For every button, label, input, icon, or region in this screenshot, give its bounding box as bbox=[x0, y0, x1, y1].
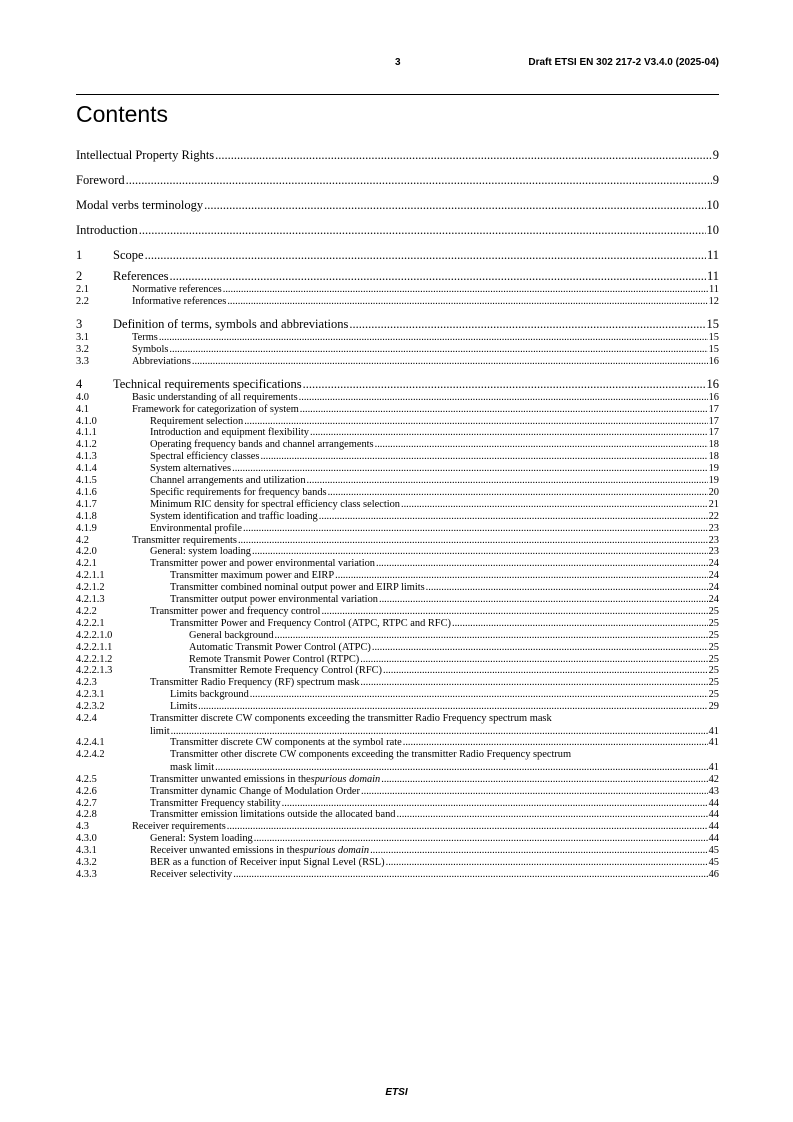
toc-entry[interactable] bbox=[76, 439, 719, 451]
toc-number: 4.2.2 bbox=[76, 605, 97, 617]
toc-title: Introduction bbox=[76, 223, 138, 237]
toc-title: Transmitter combined nominal output power and EIRP limits bbox=[170, 582, 425, 594]
toc-page-number: 25 bbox=[708, 677, 719, 689]
toc-title: Transmitter other discrete CW components exceeding the transmitter Radio Frequency spectrum bbox=[170, 749, 572, 761]
toc-title: Transmitter output power environmental variation bbox=[170, 594, 378, 605]
toc-page-number: 15 bbox=[706, 316, 719, 331]
toc-entry[interactable] bbox=[76, 821, 719, 833]
toc-number: 4.2.0 bbox=[76, 546, 97, 558]
toc-entry[interactable] bbox=[76, 317, 719, 332]
toc-page-number: 41 bbox=[708, 761, 719, 773]
toc-leader bbox=[300, 404, 708, 416]
toc-number: 4.2.8 bbox=[76, 809, 97, 821]
toc-leader bbox=[386, 857, 708, 869]
toc-leader bbox=[310, 427, 708, 439]
toc-entry[interactable] bbox=[76, 487, 719, 499]
toc-page-number: 9 bbox=[712, 148, 719, 162]
toc-number: 4.2.1.3 bbox=[76, 594, 105, 605]
toc-entry[interactable] bbox=[76, 269, 719, 284]
toc-page-number: 21 bbox=[708, 498, 719, 510]
toc-title: System alternatives bbox=[150, 463, 232, 475]
toc-title: Transmitter discrete CW components exceeding the transmitter Radio Frequency spectrum mask bbox=[150, 713, 552, 724]
toc-leader bbox=[139, 223, 706, 238]
toc-title: Transmitter Frequency stability bbox=[150, 797, 281, 809]
toc-title: Specific requirements for frequency bands bbox=[150, 486, 327, 498]
toc-leader bbox=[232, 463, 708, 475]
toc-page-number: 25 bbox=[708, 605, 719, 617]
toc-title: Transmitter unwanted emissions in the bbox=[150, 773, 311, 785]
toc-page-number: 16 bbox=[706, 376, 719, 391]
toc-page-number: 23 bbox=[708, 534, 719, 546]
toc-entry[interactable] bbox=[76, 475, 719, 487]
toc-entry[interactable] bbox=[76, 798, 719, 810]
toc-leader bbox=[376, 558, 708, 570]
toc-page-number: 44 bbox=[708, 797, 719, 809]
toc-number: 4.1.6 bbox=[76, 486, 97, 498]
toc-title-emphasis: spurious domain bbox=[310, 773, 381, 785]
toc-number: 4.1.1 bbox=[76, 427, 97, 439]
toc-entry[interactable] bbox=[76, 677, 719, 689]
toc-title: Receiver requirements bbox=[132, 821, 226, 833]
toc-entry[interactable] bbox=[76, 869, 719, 881]
toc-entry[interactable] bbox=[76, 726, 719, 738]
toc-entry[interactable] bbox=[76, 762, 719, 774]
toc-entry[interactable] bbox=[76, 701, 719, 713]
toc-entry[interactable] bbox=[76, 332, 719, 344]
toc-entry[interactable] bbox=[76, 535, 719, 547]
toc-number: 4.2.6 bbox=[76, 785, 97, 797]
toc-entry[interactable] bbox=[76, 523, 719, 535]
toc-leader bbox=[215, 762, 707, 774]
toc-entry[interactable] bbox=[76, 392, 719, 404]
toc-number: 4.1.4 bbox=[76, 463, 97, 475]
toc-page-number: 11 bbox=[708, 284, 719, 295]
toc-number: 4.2.3.1 bbox=[76, 689, 105, 701]
toc-page-number: 45 bbox=[708, 857, 719, 868]
toc-entry[interactable] bbox=[76, 642, 719, 654]
toc-entry[interactable] bbox=[76, 377, 719, 392]
toc-number: 4.2.2.1.2 bbox=[76, 653, 113, 665]
toc-leader bbox=[452, 618, 708, 630]
toc-leader bbox=[244, 416, 707, 428]
toc-leader bbox=[204, 198, 705, 213]
toc-page-number: 22 bbox=[708, 510, 719, 522]
toc-title: General background bbox=[189, 629, 274, 641]
toc-leader bbox=[335, 570, 707, 582]
toc-number: 4.2.3 bbox=[76, 677, 97, 689]
toc-title: Technical requirements specifications bbox=[113, 376, 302, 391]
toc-title: Environmental profile bbox=[150, 522, 243, 534]
toc-entry[interactable] bbox=[76, 511, 719, 523]
toc-number: 2.2 bbox=[76, 295, 89, 307]
toc-title: Scope bbox=[113, 248, 144, 262]
toc-leader bbox=[223, 284, 708, 296]
toc-entry[interactable] bbox=[76, 786, 719, 798]
toc-page-number: 24 bbox=[708, 582, 719, 594]
toc-title-continued: limit bbox=[150, 725, 170, 737]
toc-leader bbox=[198, 701, 707, 713]
toc-number: 4.3.0 bbox=[76, 833, 97, 845]
toc-page-number: 18 bbox=[708, 439, 719, 451]
toc-title: Definition of terms, symbols and abbreviations bbox=[113, 316, 349, 331]
toc-entry[interactable] bbox=[76, 223, 719, 238]
toc-number: 4.2.2.1 bbox=[76, 617, 105, 629]
toc-entry[interactable] bbox=[76, 845, 719, 857]
toc-leader bbox=[254, 833, 708, 845]
toc-title: References bbox=[113, 269, 169, 283]
toc-leader bbox=[379, 594, 708, 606]
toc-number: 3 bbox=[76, 316, 83, 331]
toc-title: Requirement selection bbox=[150, 415, 244, 427]
toc-page-number: 23 bbox=[708, 546, 719, 558]
toc-title: Minimum RIC density for spectral efficiency class selection bbox=[150, 498, 400, 510]
toc-leader bbox=[307, 475, 708, 487]
toc-entry[interactable] bbox=[76, 148, 719, 163]
toc-number: 3.3 bbox=[76, 355, 89, 367]
toc-number: 4.2.4 bbox=[76, 713, 97, 724]
toc-page-number: 15 bbox=[708, 343, 719, 355]
toc-entry[interactable] bbox=[76, 833, 719, 845]
toc-number: 3.2 bbox=[76, 343, 89, 355]
toc-page-number: 17 bbox=[708, 403, 719, 415]
toc-page-number: 29 bbox=[708, 701, 719, 713]
toc-number: 4.2.7 bbox=[76, 797, 97, 809]
toc-number: 2.1 bbox=[76, 284, 89, 295]
toc-leader bbox=[383, 665, 708, 677]
toc-leader bbox=[170, 269, 706, 284]
toc-leader bbox=[360, 654, 707, 666]
toc-title: Remote Transmit Power Control (RTPC) bbox=[189, 653, 360, 665]
toc-leader bbox=[126, 173, 712, 188]
toc-title: Transmitter Power and Frequency Control (ATPC, RTPC and RFC) bbox=[170, 617, 451, 629]
toc-page-number: 15 bbox=[708, 331, 719, 343]
toc-page-number: 45 bbox=[708, 845, 719, 857]
toc-leader bbox=[403, 737, 708, 749]
toc-page-number: 16 bbox=[708, 355, 719, 367]
toc-number: 4.2.4.2 bbox=[76, 749, 105, 761]
toc-leader bbox=[238, 535, 708, 547]
toc-leader bbox=[243, 523, 708, 535]
toc-title: Limits background bbox=[170, 689, 249, 701]
toc-leader bbox=[252, 546, 708, 558]
toc-leader bbox=[319, 511, 708, 523]
toc-title: Transmitter emission limitations outside the allocated band bbox=[150, 809, 396, 821]
toc-number: 4.2 bbox=[76, 534, 89, 546]
toc-page-number: 12 bbox=[708, 295, 719, 307]
toc-page-number: 43 bbox=[708, 785, 719, 797]
toc-title: Channel arrangements and utilization bbox=[150, 475, 306, 486]
toc-leader bbox=[192, 356, 708, 368]
toc-page-number: 10 bbox=[706, 198, 719, 212]
toc-page-number: 25 bbox=[708, 617, 719, 629]
toc-entry[interactable] bbox=[76, 570, 719, 582]
toc-title: Spectral efficiency classes bbox=[150, 451, 260, 463]
toc-page-number: 25 bbox=[708, 629, 719, 641]
toc-title: General: system loading bbox=[150, 546, 251, 558]
toc-entry[interactable] bbox=[76, 404, 719, 416]
toc-entry[interactable] bbox=[76, 173, 719, 188]
toc-title: Transmitter power and frequency control bbox=[150, 605, 321, 617]
toc-entry[interactable] bbox=[76, 558, 719, 570]
toc-entry[interactable] bbox=[76, 737, 719, 749]
toc-entry[interactable] bbox=[76, 463, 719, 475]
toc-leader bbox=[233, 869, 707, 881]
toc-page-number: 25 bbox=[708, 653, 719, 665]
toc-leader bbox=[328, 487, 708, 499]
toc-number: 4.3.3 bbox=[76, 868, 97, 880]
toc-page-number: 24 bbox=[708, 594, 719, 605]
toc-number: 4.1.7 bbox=[76, 498, 97, 510]
toc-number: 4 bbox=[76, 376, 83, 391]
toc-entry[interactable] bbox=[76, 809, 719, 821]
toc-number: 4.1.5 bbox=[76, 475, 97, 486]
toc-number: 1 bbox=[76, 248, 83, 262]
toc-page-number: 16 bbox=[708, 391, 719, 403]
toc-title: Transmitter Remote Frequency Control (RFC) bbox=[189, 665, 382, 677]
toc-number: 4.1.0 bbox=[76, 415, 97, 427]
toc-title: Normative references bbox=[132, 284, 222, 295]
toc-leader bbox=[372, 642, 708, 654]
toc-entry[interactable] bbox=[76, 857, 719, 869]
toc-title: Receiver unwanted emissions in the bbox=[150, 845, 300, 857]
toc-page-number: 24 bbox=[708, 570, 719, 582]
toc-title: Automatic Transmit Power Control (ATPC) bbox=[189, 641, 371, 653]
toc-number: 4.0 bbox=[76, 391, 89, 403]
toc-page-number: 20 bbox=[708, 486, 719, 498]
toc-leader bbox=[397, 809, 708, 821]
toc-entry[interactable] bbox=[76, 594, 719, 606]
toc-number: 4.2.1.1 bbox=[76, 570, 105, 582]
toc-number: 4.1.2 bbox=[76, 439, 97, 451]
toc-leader bbox=[169, 344, 707, 356]
toc-page-number: 17 bbox=[708, 415, 719, 427]
toc-leader bbox=[361, 786, 708, 798]
toc-title: Intellectual Property Rights bbox=[76, 148, 215, 162]
toc-entry[interactable] bbox=[76, 630, 719, 642]
toc-number: 4.1.3 bbox=[76, 451, 97, 463]
toc-page-number: 46 bbox=[708, 868, 719, 880]
toc-leader bbox=[159, 332, 708, 344]
toc-leader bbox=[227, 821, 708, 833]
toc-page-number: 17 bbox=[708, 427, 719, 439]
toc-title-emphasis: spurious domain bbox=[299, 845, 370, 857]
toc-page-number: 23 bbox=[708, 522, 719, 534]
toc-number: 4.2.5 bbox=[76, 773, 97, 785]
toc-entry[interactable] bbox=[76, 248, 719, 263]
toc-entry[interactable] bbox=[76, 344, 719, 356]
toc-page-number: 11 bbox=[706, 248, 719, 262]
toc-page-number: 44 bbox=[708, 833, 719, 845]
toc-title: Foreword bbox=[76, 173, 125, 187]
toc-page-number: 19 bbox=[708, 475, 719, 486]
toc-leader bbox=[227, 296, 707, 308]
toc-title: BER as a function of Receiver input Signal Level (RSL) bbox=[150, 857, 385, 868]
toc-title: Limits bbox=[170, 701, 198, 713]
toc-number: 4.1.9 bbox=[76, 522, 97, 534]
toc-number: 4.2.1.2 bbox=[76, 582, 105, 594]
toc-number: 4.2.3.2 bbox=[76, 701, 105, 713]
toc-title: Modal verbs terminology bbox=[76, 198, 204, 212]
page-title: Contents bbox=[76, 101, 169, 127]
toc-title: Transmitter requirements bbox=[132, 534, 237, 546]
toc-entry[interactable] bbox=[76, 198, 719, 213]
toc-entry[interactable] bbox=[76, 665, 719, 677]
toc-page-number: 44 bbox=[708, 809, 719, 821]
toc-entry[interactable] bbox=[76, 689, 719, 701]
toc-title: General: System loading bbox=[150, 833, 253, 845]
toc-page-number: 11 bbox=[706, 269, 719, 283]
toc-title: Terms bbox=[132, 331, 158, 343]
toc-leader bbox=[145, 248, 706, 263]
page-number: 3 bbox=[395, 57, 401, 68]
toc-entry[interactable] bbox=[76, 499, 719, 511]
toc-title: Basic understanding of all requirements bbox=[132, 391, 298, 403]
toc-leader bbox=[282, 798, 708, 810]
toc-number: 3.1 bbox=[76, 331, 89, 343]
toc-page-number: 9 bbox=[712, 173, 719, 187]
toc-page-number: 25 bbox=[708, 665, 719, 677]
toc-entry[interactable] bbox=[76, 606, 719, 618]
toc-entry[interactable] bbox=[76, 582, 719, 594]
toc-leader bbox=[375, 439, 708, 451]
toc-leader bbox=[401, 499, 708, 511]
toc-number: 4.3.1 bbox=[76, 845, 97, 857]
toc-leader bbox=[381, 774, 707, 786]
toc-entry[interactable] bbox=[76, 296, 719, 308]
toc-entry[interactable] bbox=[76, 416, 719, 428]
toc-page-number: 25 bbox=[708, 641, 719, 653]
toc-entry[interactable] bbox=[76, 618, 719, 630]
toc-leader bbox=[299, 392, 708, 404]
toc-number: 4.1.8 bbox=[76, 510, 97, 522]
toc-leader bbox=[321, 606, 707, 618]
toc-page-number: 44 bbox=[708, 821, 719, 833]
toc-number: 4.2.2.1.3 bbox=[76, 665, 113, 677]
toc-title: Transmitter discrete CW components at the symbol rate bbox=[170, 737, 402, 749]
toc-entry[interactable] bbox=[76, 356, 719, 368]
toc-page-number: 41 bbox=[708, 725, 719, 737]
toc-entry[interactable] bbox=[76, 774, 719, 786]
toc-leader bbox=[349, 317, 705, 332]
toc-entry[interactable] bbox=[76, 546, 719, 558]
toc-entry[interactable] bbox=[76, 654, 719, 666]
toc-title: Informative references bbox=[132, 295, 227, 307]
toc-title: Transmitter dynamic Change of Modulation Order bbox=[150, 785, 360, 797]
toc-entry[interactable] bbox=[76, 427, 719, 439]
toc-leader bbox=[426, 582, 708, 594]
toc-title-continued: mask limit bbox=[170, 761, 215, 773]
toc-title: Transmitter power and power environmental variation bbox=[150, 558, 375, 570]
toc-title: Transmitter Radio Frequency (RF) spectrum mask bbox=[150, 677, 360, 689]
toc-page-number: 18 bbox=[708, 451, 719, 463]
toc-title: Introduction and equipment flexibility bbox=[150, 427, 310, 439]
toc-page-number: 42 bbox=[708, 773, 719, 785]
toc-leader bbox=[360, 677, 707, 689]
document-reference: Draft ETSI EN 302 217-2 V3.4.0 (2025-04) bbox=[528, 57, 719, 68]
toc-leader bbox=[370, 845, 708, 857]
toc-title: Transmitter maximum power and EIRP bbox=[170, 570, 335, 582]
toc-title: System identification and traffic loading bbox=[150, 510, 318, 522]
toc-number: 4.2.2.1.1 bbox=[76, 641, 113, 653]
toc-page-number: 24 bbox=[708, 558, 719, 570]
toc-entry[interactable] bbox=[76, 451, 719, 463]
toc-title: Abbreviations bbox=[132, 355, 191, 367]
toc-title: Receiver selectivity bbox=[150, 868, 233, 880]
toc-page-number: 10 bbox=[706, 223, 719, 237]
toc-title: Framework for categorization of system bbox=[132, 403, 299, 415]
toc-number: 4.2.2.1.0 bbox=[76, 629, 113, 641]
toc-number: 4.3 bbox=[76, 821, 89, 833]
toc-entry[interactable] bbox=[76, 284, 719, 296]
toc-number: 4.3.2 bbox=[76, 857, 97, 868]
toc-number: 4.1 bbox=[76, 403, 89, 415]
toc-number: 4.2.1 bbox=[76, 558, 97, 570]
toc-page-number: 41 bbox=[708, 737, 719, 749]
toc-page-number: 25 bbox=[708, 689, 719, 701]
page-footer: ETSI bbox=[385, 1087, 408, 1098]
toc-leader bbox=[215, 148, 712, 163]
toc-leader bbox=[303, 377, 706, 392]
toc-leader bbox=[260, 451, 707, 463]
toc-page-number: 19 bbox=[708, 463, 719, 475]
toc-number: 2 bbox=[76, 269, 83, 283]
toc-number: 4.2.4.1 bbox=[76, 737, 105, 749]
toc-leader bbox=[275, 630, 708, 642]
toc-title: Symbols bbox=[132, 343, 169, 355]
toc-leader bbox=[171, 726, 708, 738]
toc-leader bbox=[250, 689, 708, 701]
toc-title: Operating frequency bands and channel arrangements bbox=[150, 439, 374, 451]
